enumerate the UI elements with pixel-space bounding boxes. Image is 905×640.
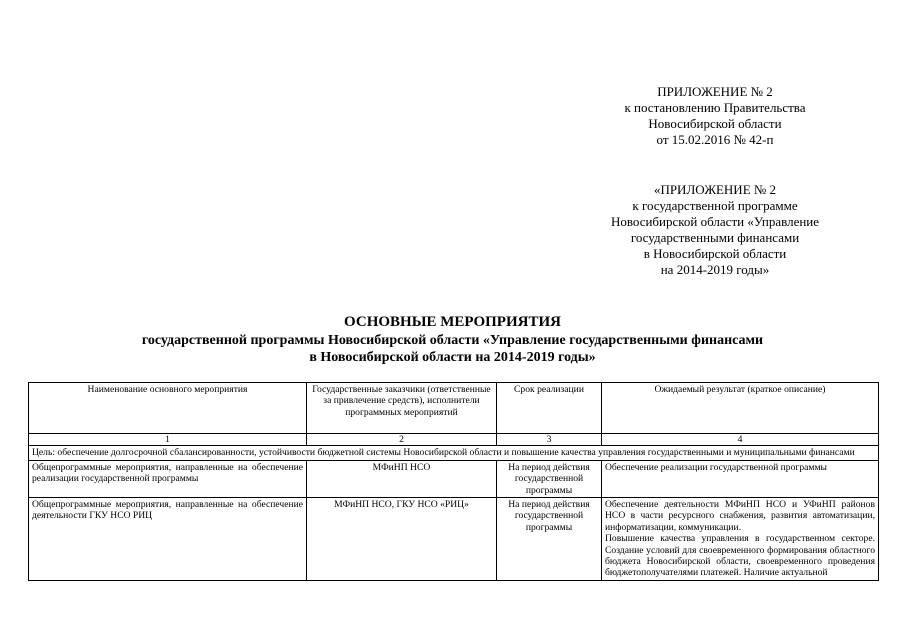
title-line: государственной программы Новосибирской области «Управление государственными финансами bbox=[141, 333, 764, 348]
measure-name: Общепрограммные мероприятия, направленные на обеспечение деятельности ГКУ НСО РИЦ bbox=[29, 498, 307, 581]
title-line: в Новосибирской области на 2014-2019 годы» bbox=[309, 350, 596, 365]
program-appendix-header bbox=[580, 182, 850, 278]
appendix-line: в Новосибирской области bbox=[643, 246, 787, 261]
appendix-line: от 15.02.2016 № 42-п bbox=[656, 132, 774, 147]
table-header-row bbox=[29, 383, 879, 434]
column-header-period: Срок реализации bbox=[497, 383, 602, 434]
column-number: 2 bbox=[307, 434, 497, 446]
goal-text: Цель: обеспечение долгосрочной сбалансированности, устойчивости бюджетной системы Новосибирской области и повышение качества управления государственными и муниципальными финансами bbox=[29, 446, 879, 460]
appendix-line: Новосибирской области bbox=[648, 116, 782, 131]
result-paragraph: Обеспечение деятельности МФиНП НСО и УФиНП районов НСО в части ресурсного снабжения, развития автоматизации, информатизации, коммуникации. bbox=[605, 499, 875, 533]
period-cell: На период действия государственной программы bbox=[497, 498, 602, 581]
goal-row bbox=[29, 446, 879, 460]
column-header-result: Ожидаемый результат (краткое описание) bbox=[602, 383, 879, 434]
column-number: 3 bbox=[497, 434, 602, 446]
table-row bbox=[29, 498, 879, 581]
measure-name: Общепрограммные мероприятия, направленные на обеспечение реализации государственной программы bbox=[29, 460, 307, 497]
period-cell: На период действия государственной программы bbox=[497, 460, 602, 497]
result-cell bbox=[602, 498, 879, 581]
appendix-line: государственными финансами bbox=[630, 230, 800, 245]
document-title bbox=[40, 314, 865, 366]
appendix-line: к постановлению Правительства bbox=[624, 100, 806, 115]
result-cell bbox=[602, 460, 879, 497]
appendix-header bbox=[585, 84, 845, 148]
result-text: Обеспечение реализации государственной программы bbox=[605, 461, 827, 473]
result-paragraph: Повышение качества управления в государственном секторе. Создание условий для своевременного формирования областного бюджета Новосибирской области, своевременного проведения бюджетополучателями платежей. Наличие актуальной bbox=[605, 533, 875, 579]
customer-cell: МФиНП НСО bbox=[307, 460, 497, 497]
appendix-line: на 2014-2019 годы» bbox=[660, 262, 770, 277]
column-header-customers: Государственные заказчики (ответственные за привлечение средств), исполнители программных мероприятий bbox=[307, 383, 497, 434]
title-line: ОСНОВНЫЕ МЕРОПРИЯТИЯ bbox=[344, 314, 561, 330]
customer-cell: МФиНП НСО, ГКУ НСО «РИЦ» bbox=[307, 498, 497, 581]
column-number: 1 bbox=[29, 434, 307, 446]
measures-table bbox=[28, 382, 879, 581]
appendix-line: ПРИЛОЖЕНИЕ № 2 bbox=[657, 84, 773, 99]
appendix-line: Новосибирской области «Управление bbox=[610, 214, 820, 229]
table-row bbox=[29, 460, 879, 497]
appendix-line: «ПРИЛОЖЕНИЕ № 2 bbox=[653, 182, 777, 197]
column-header-measure: Наименование основного мероприятия bbox=[29, 383, 307, 434]
appendix-line: к государственной программе bbox=[632, 198, 798, 213]
column-number: 4 bbox=[602, 434, 879, 446]
column-numbers-row bbox=[29, 434, 879, 446]
